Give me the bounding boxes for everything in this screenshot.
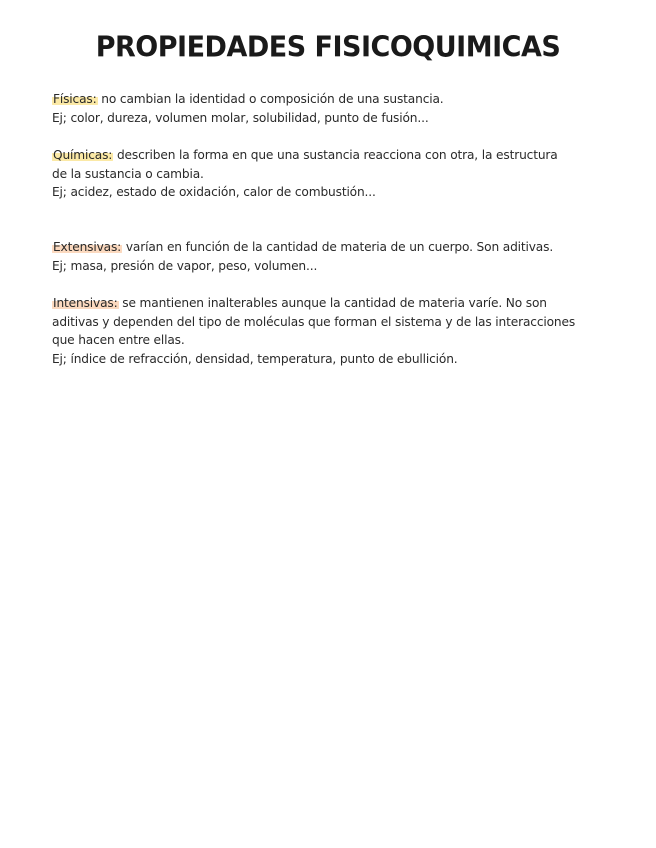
quimicas-definition-line <box>52 146 632 165</box>
page-title: PROPIEDADES FISICOQUIMICAS <box>95 31 561 64</box>
term-intensivas: Intensivas: <box>53 296 118 310</box>
intensivas-description-line3: que hacen entre ellas. <box>52 333 185 347</box>
quimicas-description-line2: de la sustancia o cambia. <box>52 166 204 181</box>
term-fisicas: Físicas: <box>53 92 97 106</box>
quimicas-description-line1: describen la forma en que una sustancia reacciona con otra, la estructura <box>113 148 558 162</box>
intensivas-description-line1: se mantienen inalterables aunque la cantidad de materia varíe. No son <box>118 296 547 310</box>
intensivas-description-line2: aditivas y dependen del tipo de moléculas que forman el sistema y de las interacciones <box>52 314 576 329</box>
fisicas-definition-line <box>52 90 632 109</box>
intensivas-definition-line <box>52 294 632 313</box>
fisicas-description: no cambian la identidad o composición de una sustancia. <box>97 92 444 106</box>
extensivas-description: varían en función de la cantidad de materia de un cuerpo. Son aditivas. <box>122 240 554 254</box>
extensivas-example: Ej; masa, presión de vapor, peso, volumen... <box>52 258 318 273</box>
quimicas-example: Ej; acidez, estado de oxidación, calor de combustión... <box>52 185 376 199</box>
section-quimicas <box>52 146 632 202</box>
section-intensivas <box>52 294 632 368</box>
term-quimicas: Químicas: <box>53 148 113 162</box>
term-extensivas: Extensivas: <box>53 240 122 254</box>
intensivas-example: Ej; índice de refracción, densidad, temperatura, punto de ebullición. <box>52 351 458 366</box>
section-fisicas <box>52 90 632 127</box>
fisicas-example: Ej; color, dureza, volumen molar, solubilidad, punto de fusión... <box>52 110 429 125</box>
section-extensivas <box>52 238 632 275</box>
extensivas-definition-line <box>52 238 632 257</box>
